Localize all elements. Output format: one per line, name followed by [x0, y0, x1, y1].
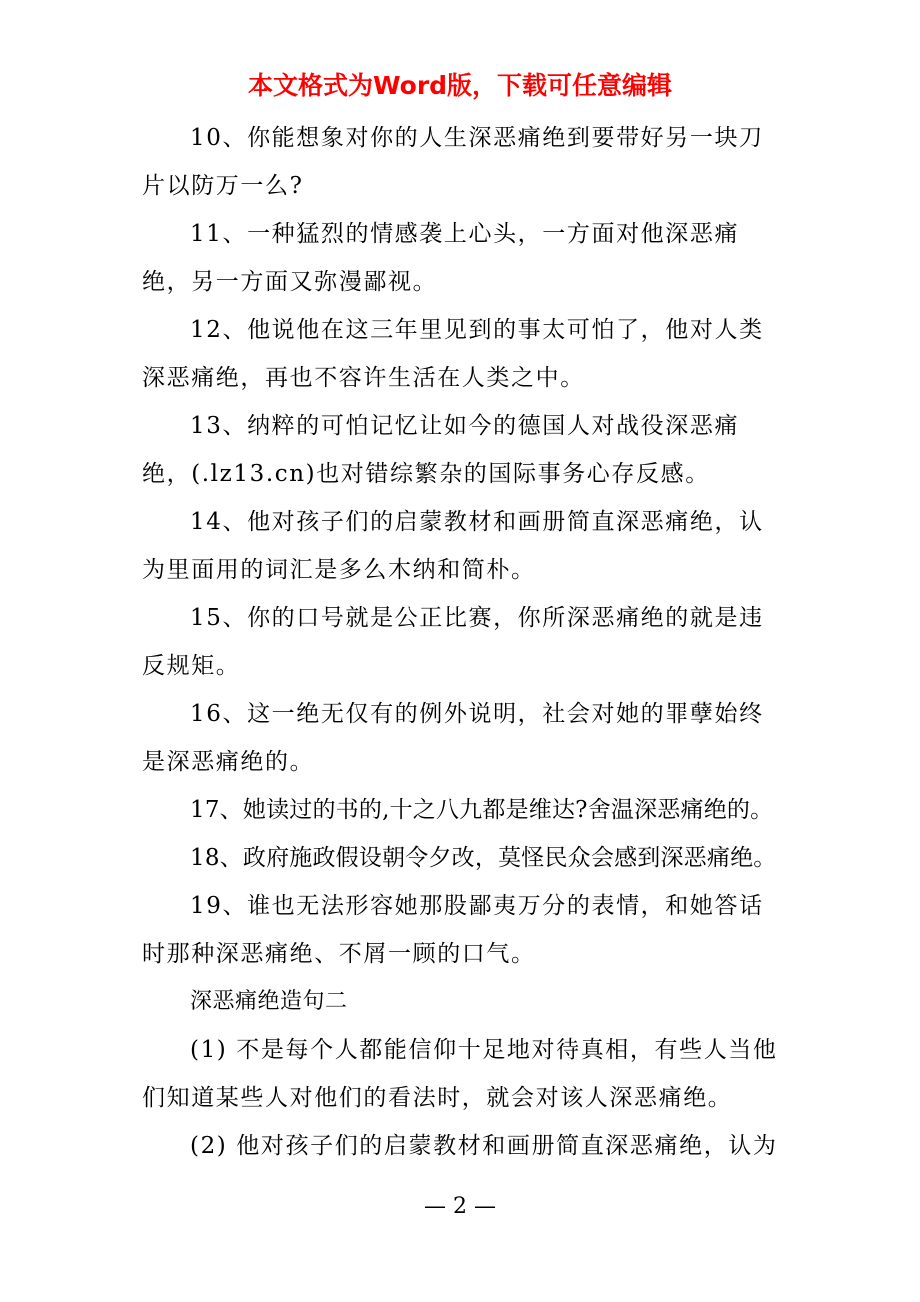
- sentence-18: 18、政府施政假设朝令夕改，莫怪民众会感到深恶痛绝。: [190, 845, 777, 871]
- sentence-14: 14、他对孩子们的启蒙教材和画册简直深恶痛绝，认为里面用的词汇是多么木纳和简朴。: [142, 509, 764, 583]
- sentence-15: 15、你的口号就是公正比赛，你所深恶痛绝的就是违反规矩。: [142, 605, 764, 679]
- sentence-11: 11、一种猛烈的情感袭上心头，一方面对他深恶痛绝，另一方面又弥漫鄙视。: [142, 221, 740, 295]
- document-body: [142, 114, 784, 1170]
- sentence-10: 10、你能想象对你的人生深恶痛绝到要带好另一块刀片以防万一么?: [142, 125, 764, 199]
- sentence-13: 13、纳粹的可怕记忆让如今的德国人对战役深恶痛绝，(.lz13.cn)也对错综繁杂的国际事务心存反感。: [142, 413, 740, 487]
- section-sentence-2: (2) 他对孩子们的启蒙教材和画册简直深恶痛绝，认为: [190, 1133, 778, 1159]
- section-sentence-1: (1) 不是每个人都能信仰十足地对待真相，有些人当他们知道某些人对他们的看法时，就会对该人深恶痛绝。: [142, 1037, 778, 1111]
- section-heading: 深恶痛绝造句二: [190, 989, 348, 1014]
- sentence-17: 17、她读过的书的,十之八九都是维达?舍温深恶痛绝的。: [190, 797, 774, 823]
- sentence-19: 19、谁也无法形容她那股鄙夷万分的表情，和她答话时那种深恶痛绝、不屑一顾的口气。: [142, 893, 764, 967]
- sentence-12: 12、他说他在这三年里见到的事太可怕了，他对人类深恶痛绝，再也不容许生活在人类之中。: [142, 317, 764, 391]
- page-number: — 2 —: [424, 1194, 496, 1219]
- sentence-16: 16、这一绝无仅有的例外说明，社会对她的罪孽始终是深恶痛绝的。: [142, 701, 764, 775]
- document-banner: 本文格式为Word版，下载可任意编辑: [247, 71, 673, 100]
